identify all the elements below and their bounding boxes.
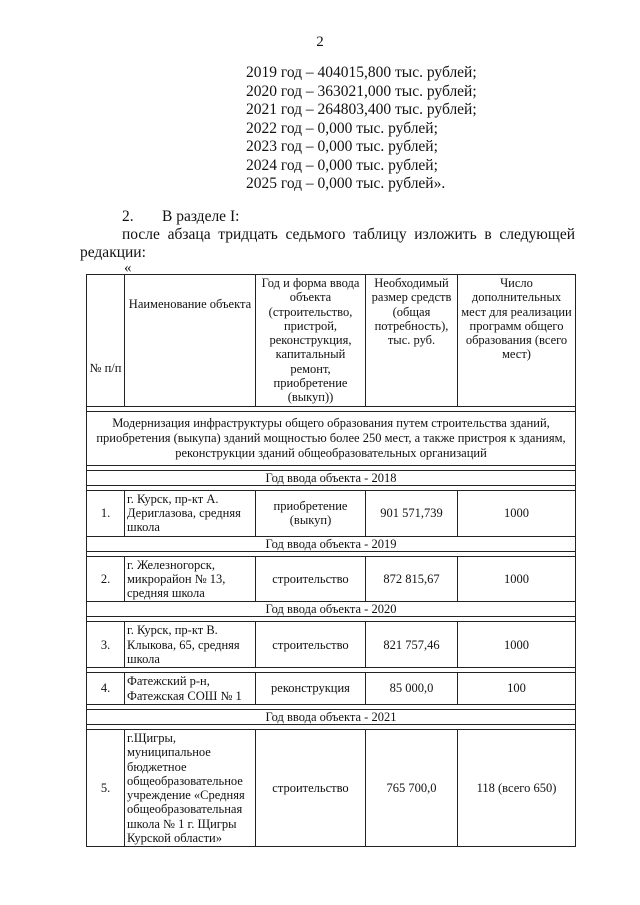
page-number: 2	[316, 34, 324, 50]
row-name: г. Курск, пр-кт А. Дериглазова, средняя школа	[125, 490, 256, 536]
section-text: В разделе I:	[162, 208, 240, 225]
row-name: г. Курск, пр-кт В. Клыкова, 65, средняя школа	[125, 622, 256, 668]
funding-line: 2021 год – 264803,400 тыс. рублей;	[246, 101, 477, 118]
table-row	[87, 556, 576, 602]
table-row	[87, 622, 576, 668]
row-cost: 901 571,739	[366, 490, 458, 536]
row-places: 1000	[458, 622, 576, 668]
table-row	[87, 490, 576, 536]
header-name: Наименование объекта	[125, 275, 256, 407]
amendment-paragraph	[80, 226, 575, 262]
table-row	[87, 673, 576, 705]
row-form: реконструкция	[256, 673, 366, 705]
row-number: 5.	[87, 729, 125, 846]
row-number: 1.	[87, 490, 125, 536]
funding-line: 2025 год – 0,000 тыс. рублей».	[246, 175, 446, 192]
table-header-row	[87, 275, 576, 407]
year-row	[87, 709, 576, 724]
row-places: 1000	[458, 490, 576, 536]
row-cost: 872 815,67	[366, 556, 458, 602]
funding-line: 2019 год – 404015,800 тыс. рублей;	[246, 64, 477, 81]
section-number: 2.	[122, 208, 134, 225]
funding-line: 2022 год – 0,000 тыс. рублей;	[246, 119, 438, 137]
paragraph-line-1: после абзаца тридцать седьмого таблицу изложить в следующей	[122, 226, 575, 243]
row-cost: 821 757,46	[366, 622, 458, 668]
paragraph-line-2: редакции:	[80, 244, 146, 261]
row-number: 4.	[87, 673, 125, 705]
header-year-form: Год и форма ввода объекта (строительство, пристрой, реконструкция, капитальный ремонт, приобретение (выкуп))	[256, 275, 366, 407]
funding-list	[246, 64, 477, 194]
funding-line: 2024 год – 0,000 тыс. рублей;	[246, 156, 438, 174]
row-name: Фатежский р-н, Фатежская СОШ № 1	[125, 673, 256, 705]
table-row	[87, 729, 576, 846]
row-cost: 85 000,0	[366, 673, 458, 705]
row-number: 2.	[87, 556, 125, 602]
year-2021: Год ввода объекта - 2021	[87, 709, 576, 724]
row-cost: 765 700,0	[366, 729, 458, 846]
row-form: строительство	[256, 556, 366, 602]
row-name: г. Железногорск, микрорайон № 13, средняя школа	[125, 556, 256, 602]
row-form: строительство	[256, 729, 366, 846]
funding-line: 2023 год – 0,000 тыс. рублей;	[246, 138, 438, 155]
objects-table	[86, 274, 576, 847]
opening-quote: «	[124, 260, 132, 276]
row-places: 1000	[458, 556, 576, 602]
header-number: № п/п	[87, 275, 125, 407]
year-row	[87, 602, 576, 617]
funding-line: 2020 год – 363021,000 тыс. рублей;	[246, 82, 477, 100]
row-places: 118 (всего 650)	[458, 729, 576, 846]
group-title: Модернизация инфраструктуры общего образования путем строительства зданий, приобретения (выкупа) зданий мощностью более 250 мест, а также пристроя к зданиям, реконструкции зданий общеобразовательных организаций	[87, 411, 576, 465]
header-cost: Необходимый размер средств (общая потребность), тыс. руб.	[366, 275, 458, 407]
year-2020: Год ввода объекта - 2020	[87, 602, 576, 617]
row-form: приобретение (выкуп)	[256, 490, 366, 536]
row-name: г.Щигры, муниципальное бюджетное общеобразовательное учреждение «Средняя общеобразовательная школа № 1 г. Щигры Курской области»	[125, 729, 256, 846]
year-2018: Год ввода объекта - 2018	[87, 470, 576, 485]
group-title-row	[87, 411, 576, 465]
year-2019: Год ввода объекта - 2019	[87, 536, 576, 551]
year-row	[87, 536, 576, 551]
header-places: Число дополнительных мест для реализации программ общего образования (всего мест)	[458, 275, 576, 407]
row-form: строительство	[256, 622, 366, 668]
section-heading	[122, 208, 239, 226]
row-number: 3.	[87, 622, 125, 668]
row-places: 100	[458, 673, 576, 705]
year-row	[87, 470, 576, 485]
